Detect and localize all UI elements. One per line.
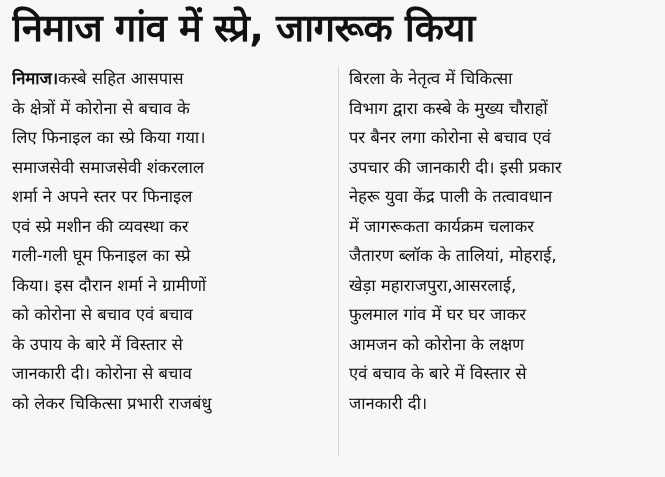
article-line: फुलमाल गांव में घर घर जाकर xyxy=(349,305,527,324)
article-column-left xyxy=(12,64,330,464)
article-line: को लेकर चिकित्सा प्रभारी राजबंधु xyxy=(12,393,212,413)
article-line: जानकारी दी। xyxy=(349,393,428,413)
article-line: उपचार की जानकारी दी। इसी प्रकार xyxy=(349,157,562,177)
article-line-text: कस्बे सहित आसपास xyxy=(58,69,184,88)
dateline: निमाज। xyxy=(12,69,59,88)
article-line: जानकारी दी। कोरोना से बचाव xyxy=(12,364,192,383)
article-column-right xyxy=(349,64,657,464)
article-line: के क्षेत्रों में कोरोना से बचाव के xyxy=(12,98,190,118)
article-line: विभाग द्वारा कस्बे के मुख्य चौराहों xyxy=(349,98,548,118)
article-line: गली-गली घूम फिनाइल का स्प्रे xyxy=(12,246,191,265)
article-line: एवं स्प्रे मशीन की व्यवस्था कर xyxy=(12,216,189,236)
article-line: को कोरोना से बचाव एवं बचाव xyxy=(12,305,193,324)
article-line: पर बैनर लगा कोरोना से बचाव एवं xyxy=(349,128,551,147)
article-line: आमजन को कोरोना के लक्षण xyxy=(349,334,525,354)
article-line: शर्मा ने अपने स्तर पर फिनाइल xyxy=(12,187,193,206)
article-line: जैतारण ब्लॉक के तालियां, मोहराई, xyxy=(349,246,557,265)
headline: निमाज गांव में स्प्रे, जागरूक किया xyxy=(12,6,475,50)
article-line: एवं बचाव के बारे में विस्तार से xyxy=(349,364,527,383)
column-divider xyxy=(338,66,339,456)
article-line: में जागरूकता कार्यक्रम चलाकर xyxy=(349,216,534,236)
article-line: लिए फिनाइल का स्प्रे किया गया। xyxy=(12,128,206,147)
article-line: के उपाय के बारे में विस्तार से xyxy=(12,334,183,354)
article-line xyxy=(12,64,330,94)
article-line: किया। इस दौरान शर्मा ने ग्रामीणों xyxy=(12,275,207,295)
article-line: बिरला के नेतृत्व में चिकित्सा xyxy=(349,69,513,88)
article-line: नेहरू युवा केंद्र पाली के तत्वावधान xyxy=(349,187,553,206)
article-line: समाजसेवी समाजसेवी शंकरलाल xyxy=(12,157,205,177)
article-line: खेड़ा महाराजपुरा,आसरलाई, xyxy=(349,275,517,295)
